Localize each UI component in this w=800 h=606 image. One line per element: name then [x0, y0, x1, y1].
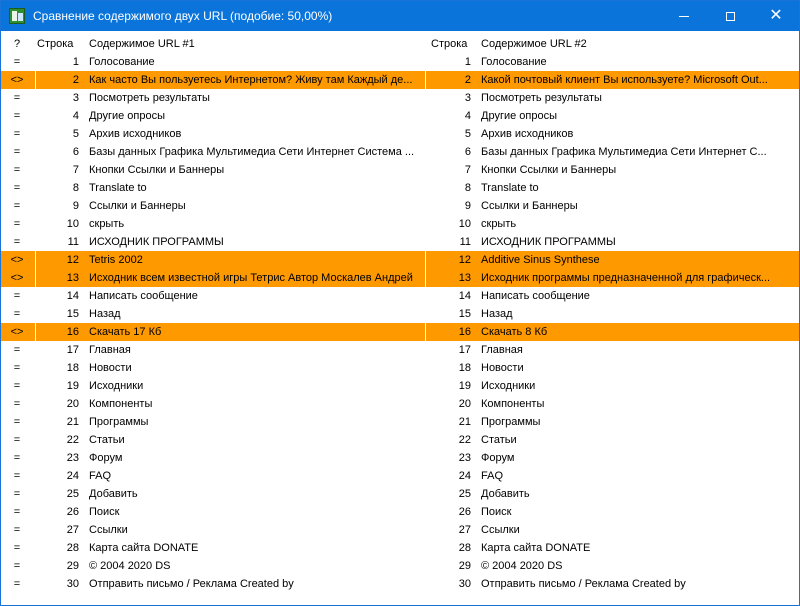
row-flag: = [13, 92, 21, 104]
row-content-1: Форум [89, 452, 123, 464]
row-flag: = [13, 524, 21, 536]
row-flag: = [13, 416, 21, 428]
table-row[interactable] [1, 449, 799, 467]
row-content-1: Скачать 17 Кб [89, 326, 162, 338]
table-row[interactable] [1, 575, 799, 593]
row-flag: = [13, 182, 21, 194]
row-content-1: Исходник всем известной игры Тетрис Автор Москалев Андрей [89, 272, 413, 284]
row-content-2: Новости [481, 362, 524, 374]
row-content-1: FAQ [89, 470, 112, 482]
row-line-2: 9 [464, 200, 471, 212]
table-row[interactable] [1, 521, 799, 539]
row-content-2: Назад [481, 308, 513, 320]
row-content-1: Посмотреть результаты [89, 92, 210, 104]
row-content-2: Голосование [481, 56, 547, 68]
row-content-1: Другие опросы [89, 110, 165, 122]
close-icon: ✕ [769, 7, 783, 24]
row-line-1: 24 [66, 470, 79, 482]
table-row[interactable] [1, 413, 799, 431]
row-line-2: 4 [464, 110, 471, 122]
row-line-1: 3 [72, 92, 79, 104]
row-flag: = [13, 56, 21, 68]
row-content-2: Отправить письмо / Реклама Created by [481, 578, 686, 590]
table-row[interactable] [1, 233, 799, 251]
row-separator [425, 269, 426, 287]
row-flag: = [13, 362, 21, 374]
maximize-button[interactable] [707, 1, 753, 31]
row-content-1: Ссылки [89, 524, 128, 536]
row-line-2: 19 [458, 380, 471, 392]
row-content-1: Базы данных Графика Мультимедиа Сети Интернет Система ... [89, 146, 415, 158]
column-header-content-2[interactable]: Содержимое URL #2 [481, 38, 587, 50]
row-separator [35, 251, 36, 269]
table-row[interactable] [1, 161, 799, 179]
row-line-1: 12 [66, 254, 79, 266]
row-content-2: Кнопки Ссылки и Баннеры [481, 164, 617, 176]
row-flag: = [13, 146, 21, 158]
row-line-1: 13 [66, 272, 79, 284]
table-row[interactable] [1, 485, 799, 503]
table-row[interactable] [1, 377, 799, 395]
table-row[interactable] [1, 287, 799, 305]
table-row[interactable] [1, 107, 799, 125]
row-line-1: 8 [72, 182, 79, 194]
row-flag: = [13, 542, 21, 554]
row-separator [425, 71, 426, 89]
row-line-1: 5 [72, 128, 79, 140]
row-content-1: Кнопки Ссылки и Баннеры [89, 164, 225, 176]
row-flag: = [13, 380, 21, 392]
row-content-2: Какой почтовый клиент Вы используете? Microsoft Out... [481, 74, 768, 86]
row-content-2: Translate to [481, 182, 539, 194]
row-line-1: 10 [66, 218, 79, 230]
row-content-2: Программы [481, 416, 541, 428]
row-line-2: 13 [458, 272, 471, 284]
row-flag: <> [10, 326, 24, 338]
row-line-2: 15 [458, 308, 471, 320]
table-row[interactable] [1, 89, 799, 107]
row-flag: <> [10, 74, 24, 86]
table-row[interactable] [1, 197, 799, 215]
row-line-1: 18 [66, 362, 79, 374]
row-line-2: 28 [458, 542, 471, 554]
row-content-2: Архив исходников [481, 128, 574, 140]
row-line-1: 4 [72, 110, 79, 122]
row-flag: = [13, 200, 21, 212]
row-line-1: 9 [72, 200, 79, 212]
row-flag: = [13, 128, 21, 140]
maximize-icon [726, 12, 735, 21]
row-line-1: 1 [72, 56, 79, 68]
row-content-1: ИСХОДНИК ПРОГРАММЫ [89, 236, 224, 248]
table-row[interactable] [1, 539, 799, 557]
row-content-1: Голосование [89, 56, 155, 68]
row-line-2: 5 [464, 128, 471, 140]
row-content-1: Новости [89, 362, 132, 374]
row-flag: = [13, 290, 21, 302]
row-content-1: Написать сообщение [89, 290, 198, 302]
row-flag: = [13, 236, 21, 248]
row-line-2: 14 [458, 290, 471, 302]
column-header-line-2[interactable]: Строка [431, 38, 468, 50]
row-line-2: 22 [458, 434, 471, 446]
row-content-1: Карта сайта DONATE [89, 542, 199, 554]
row-line-1: 16 [66, 326, 79, 338]
table-row[interactable] [1, 125, 799, 143]
table-row[interactable] [1, 269, 799, 287]
row-separator [425, 251, 426, 269]
row-content-2: Статьи [481, 434, 517, 446]
row-line-2: 18 [458, 362, 471, 374]
column-header-flag[interactable]: ? [13, 38, 21, 50]
row-content-2: Карта сайта DONATE [481, 542, 591, 554]
row-separator [35, 71, 36, 89]
table-row[interactable] [1, 359, 799, 377]
row-content-2: скрыть [481, 218, 517, 230]
table-row[interactable] [1, 143, 799, 161]
title-bar[interactable] [1, 1, 799, 31]
row-separator [35, 269, 36, 287]
row-line-2: 11 [459, 236, 471, 248]
row-flag: = [13, 164, 21, 176]
row-line-2: 8 [464, 182, 471, 194]
row-line-2: 26 [458, 506, 471, 518]
row-flag: = [13, 434, 21, 446]
row-content-2: Посмотреть результаты [481, 92, 602, 104]
row-flag: = [13, 218, 21, 230]
row-content-1: Как часто Вы пользуетесь Интернетом? Живу там Каждый де... [89, 74, 413, 86]
window-title: Сравнение содержимого двух URL (подобие: 50,00%) [33, 9, 333, 23]
row-line-1: 30 [66, 578, 79, 590]
row-content-2: FAQ [481, 470, 504, 482]
table-row[interactable] [1, 467, 799, 485]
row-line-2: 30 [458, 578, 471, 590]
row-content-1: Отправить письмо / Реклама Created by [89, 578, 294, 590]
row-content-1: Translate to [89, 182, 147, 194]
row-content-2: Форум [481, 452, 515, 464]
row-line-2: 6 [464, 146, 471, 158]
row-line-2: 29 [458, 560, 471, 572]
row-content-2: Главная [481, 344, 523, 356]
row-flag: = [13, 560, 21, 572]
row-content-2: Ссылки [481, 524, 520, 536]
table-row[interactable] [1, 71, 799, 89]
table-row[interactable] [1, 341, 799, 359]
table-row[interactable] [1, 557, 799, 575]
row-content-1: Ссылки и Баннеры [89, 200, 186, 212]
comparison-table [1, 31, 799, 605]
row-content-2: Добавить [481, 488, 530, 500]
row-content-2: ИСХОДНИК ПРОГРАММЫ [481, 236, 616, 248]
row-line-1: 25 [66, 488, 79, 500]
row-flag: = [13, 488, 21, 500]
row-line-2: 1 [464, 56, 471, 68]
row-flag: <> [10, 272, 24, 284]
row-separator [425, 323, 426, 341]
row-line-1: 19 [66, 380, 79, 392]
row-line-1: 26 [66, 506, 79, 518]
table-row[interactable] [1, 179, 799, 197]
table-row[interactable] [1, 53, 799, 71]
row-content-1: Поиск [89, 506, 120, 518]
row-content-2: Написать сообщение [481, 290, 590, 302]
row-line-1: 27 [66, 524, 79, 536]
row-flag: = [13, 308, 21, 320]
row-separator [35, 323, 36, 341]
column-header-line-1[interactable]: Строка [37, 38, 74, 50]
minimize-button[interactable] [661, 1, 707, 31]
row-flag: = [13, 344, 21, 356]
row-line-1: 14 [66, 290, 79, 302]
row-line-1: 11 [67, 236, 79, 248]
column-header-content-1[interactable]: Содержимое URL #1 [89, 38, 195, 50]
row-content-1: Статьи [89, 434, 125, 446]
row-content-1: Архив исходников [89, 128, 182, 140]
row-line-1: 17 [66, 344, 79, 356]
row-content-2: Additive Sinus Synthese [481, 254, 600, 266]
row-line-1: 23 [66, 452, 79, 464]
row-line-2: 7 [464, 164, 471, 176]
row-line-1: 20 [66, 398, 79, 410]
row-flag: = [13, 398, 21, 410]
row-line-2: 17 [458, 344, 471, 356]
row-line-2: 2 [464, 74, 471, 86]
row-content-1: Исходники [89, 380, 144, 392]
row-content-2: Исходники [481, 380, 536, 392]
row-line-2: 25 [458, 488, 471, 500]
table-row[interactable] [1, 305, 799, 323]
row-flag: = [13, 470, 21, 482]
row-content-2: Исходник программы предназначенной для графическ... [481, 272, 771, 284]
row-content-2: Другие опросы [481, 110, 557, 122]
row-content-2: © 2004 2020 DS [481, 560, 563, 572]
row-line-1: 22 [66, 434, 79, 446]
minimize-icon [679, 16, 689, 17]
row-line-1: 7 [72, 164, 79, 176]
row-line-1: 15 [66, 308, 79, 320]
row-line-2: 12 [458, 254, 471, 266]
row-content-2: Компоненты [481, 398, 545, 410]
row-line-1: 29 [66, 560, 79, 572]
row-line-2: 21 [458, 416, 471, 428]
table-header [1, 35, 799, 53]
row-flag: = [13, 110, 21, 122]
row-line-2: 10 [458, 218, 471, 230]
close-button[interactable] [753, 1, 799, 31]
row-content-2: Скачать 8 Кб [481, 326, 548, 338]
row-content-1: Добавить [89, 488, 138, 500]
app-icon[interactable] [9, 8, 25, 24]
table-row[interactable] [1, 431, 799, 449]
row-line-1: 6 [72, 146, 79, 158]
row-line-2: 3 [464, 92, 471, 104]
row-content-1: Главная [89, 344, 131, 356]
row-line-1: 2 [72, 74, 79, 86]
row-line-2: 27 [458, 524, 471, 536]
row-line-2: 23 [458, 452, 471, 464]
row-content-2: Базы данных Графика Мультимедиа Сети Интернет С... [481, 146, 767, 158]
row-content-1: Назад [89, 308, 121, 320]
row-content-2: Поиск [481, 506, 512, 518]
row-flag: = [13, 506, 21, 518]
row-line-2: 24 [458, 470, 471, 482]
table-row[interactable] [1, 323, 799, 341]
table-row[interactable] [1, 215, 799, 233]
row-flag: = [13, 452, 21, 464]
table-row[interactable] [1, 395, 799, 413]
row-content-1: скрыть [89, 218, 125, 230]
row-flag: <> [10, 254, 24, 266]
table-row[interactable] [1, 503, 799, 521]
row-flag: = [13, 578, 21, 590]
row-content-1: Программы [89, 416, 149, 428]
row-line-1: 21 [66, 416, 79, 428]
row-content-1: © 2004 2020 DS [89, 560, 171, 572]
row-line-2: 20 [458, 398, 471, 410]
table-row[interactable] [1, 251, 799, 269]
row-line-1: 28 [66, 542, 79, 554]
row-content-2: Ссылки и Баннеры [481, 200, 578, 212]
row-content-1: Компоненты [89, 398, 153, 410]
row-content-1: Tetris 2002 [89, 254, 143, 266]
row-line-2: 16 [458, 326, 471, 338]
